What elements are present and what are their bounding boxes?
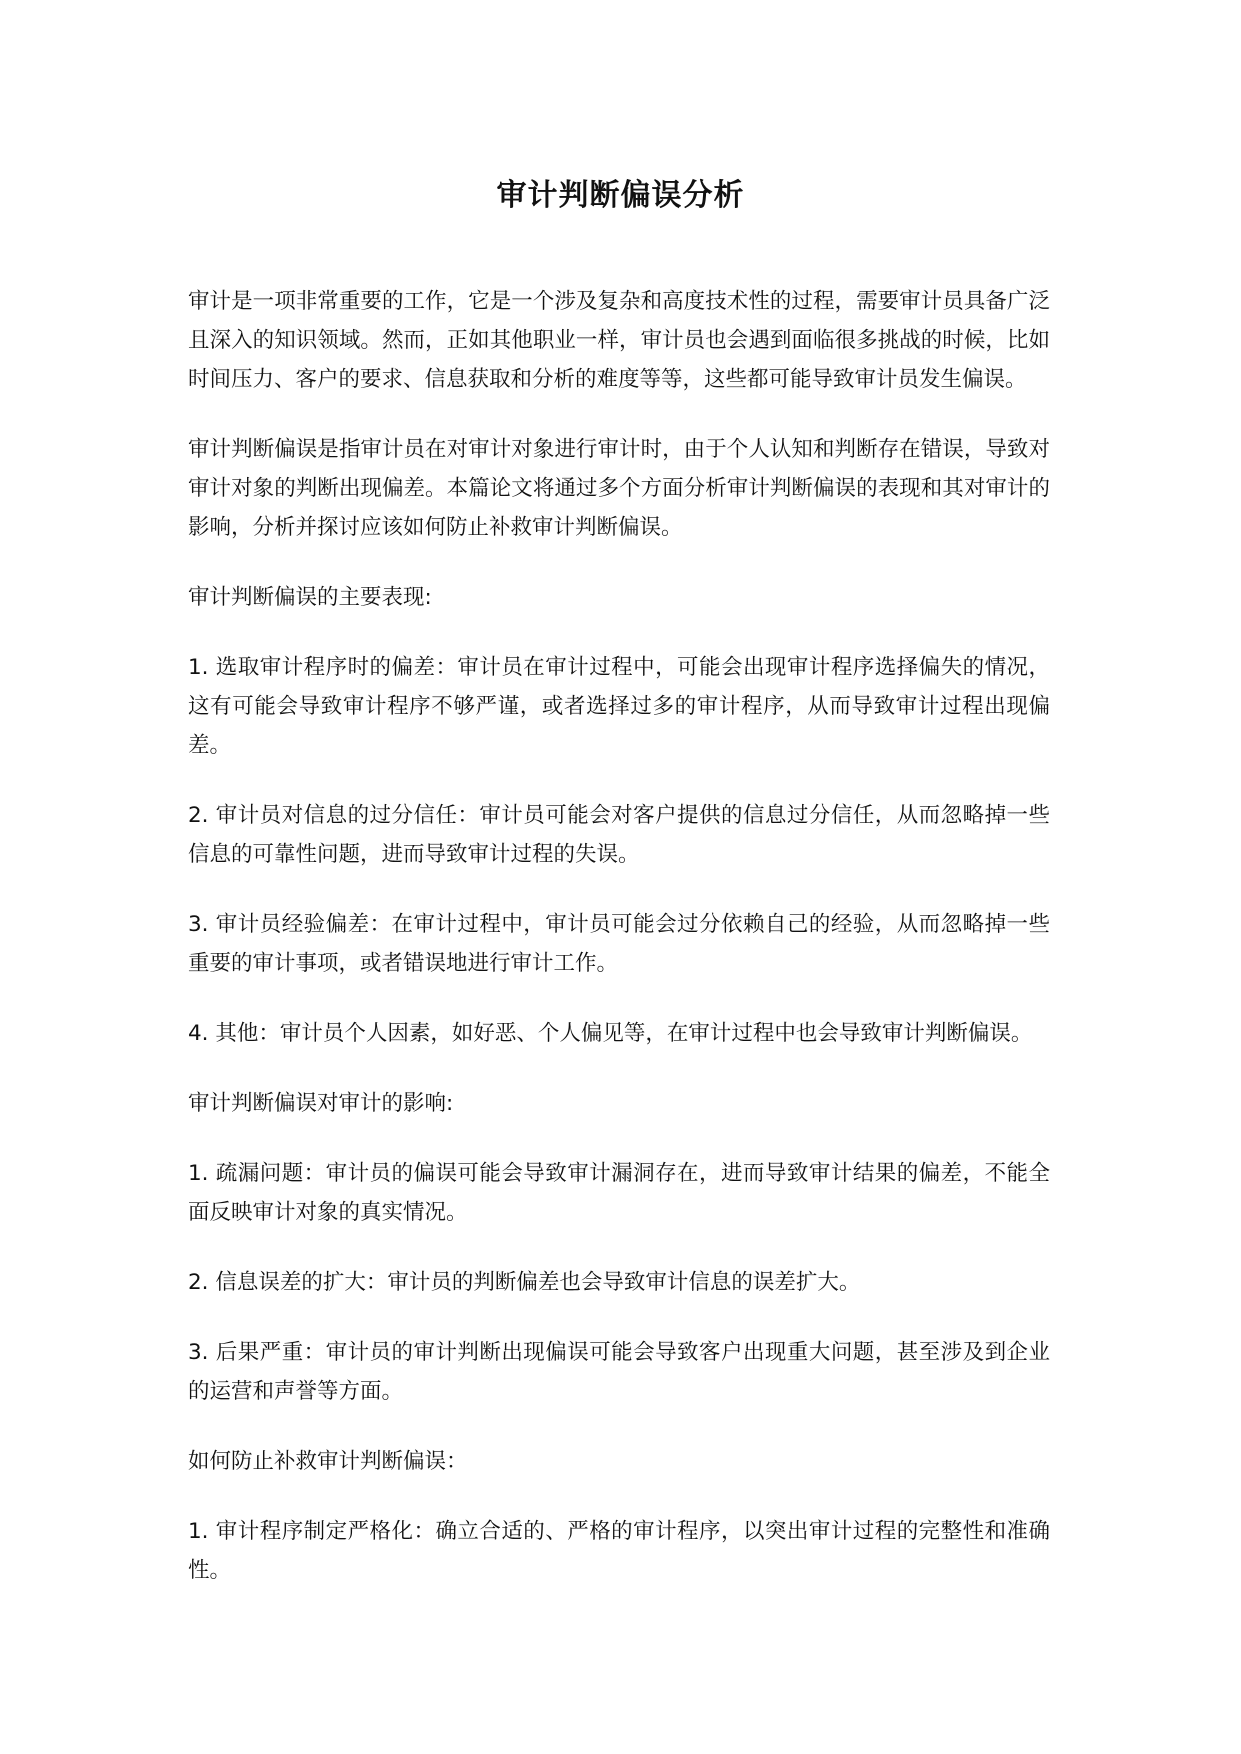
list-item-manifestation-1: 1. 选取审计程序时的偏差：审计员在审计过程中，可能会出现审计程序选择偏失的情况，这有可能会导致审计程序不够严谨，或者选择过多的审计程序，从而导致审计过程出现偏差。	[188, 655, 1050, 758]
section-heading-manifestations: 审计判断偏误的主要表现:	[188, 585, 432, 610]
document-title: 审计判断偏误分析	[496, 178, 745, 213]
paragraph-definition: 审计判断偏误是指审计员在对审计对象进行审计时，由于个人认知和判断存在错误，导致对审计对象的判断出现偏差。本篇论文将通过多个方面分析审计判断偏误的表现和其对审计的影响，分析并探讨应该如何防止补救审计判断偏误。	[188, 437, 1050, 540]
list-item-prevention-1: 1. 审计程序制定严格化：确立合适的、严格的审计程序，以突出审计过程的完整性和准确性。	[188, 1519, 1050, 1583]
list-item-manifestation-4: 4. 其他：审计员个人因素，如好恶、个人偏见等，在审计过程中也会导致审计判断偏误。	[188, 1021, 1033, 1046]
list-item-manifestation-3: 3. 审计员经验偏差：在审计过程中，审计员可能会过分依赖自己的经验，从而忽略掉一些重要的审计事项，或者错误地进行审计工作。	[188, 912, 1050, 976]
list-item-impact-3: 3. 后果严重：审计员的审计判断出现偏误可能会导致客户出现重大问题，甚至涉及到企业的运营和声誉等方面。	[188, 1340, 1050, 1404]
list-item-impact-2: 2. 信息误差的扩大：审计员的判断偏差也会导致审计信息的误差扩大。	[188, 1270, 861, 1295]
section-heading-prevention: 如何防止补救审计判断偏误：	[188, 1449, 468, 1474]
section-heading-impact: 审计判断偏误对审计的影响:	[188, 1091, 454, 1116]
list-item-manifestation-2: 2. 审计员对信息的过分信任：审计员可能会对客户提供的信息过分信任，从而忽略掉一些信息的可靠性问题，进而导致审计过程的失误。	[188, 803, 1050, 867]
paragraph-intro: 审计是一项非常重要的工作，它是一个涉及复杂和高度技术性的过程，需要审计员具备广泛且深入的知识领域。然而，正如其他职业一样，审计员也会遇到面临很多挑战的时候，比如时间压力、客户的要求、信息获取和分析的难度等等，这些都可能导致审计员发生偏误。	[188, 289, 1050, 392]
list-item-impact-1: 1. 疏漏问题：审计员的偏误可能会导致审计漏洞存在，进而导致审计结果的偏差，不能全面反映审计对象的真实情况。	[188, 1161, 1050, 1225]
document-body	[188, 282, 1050, 1590]
